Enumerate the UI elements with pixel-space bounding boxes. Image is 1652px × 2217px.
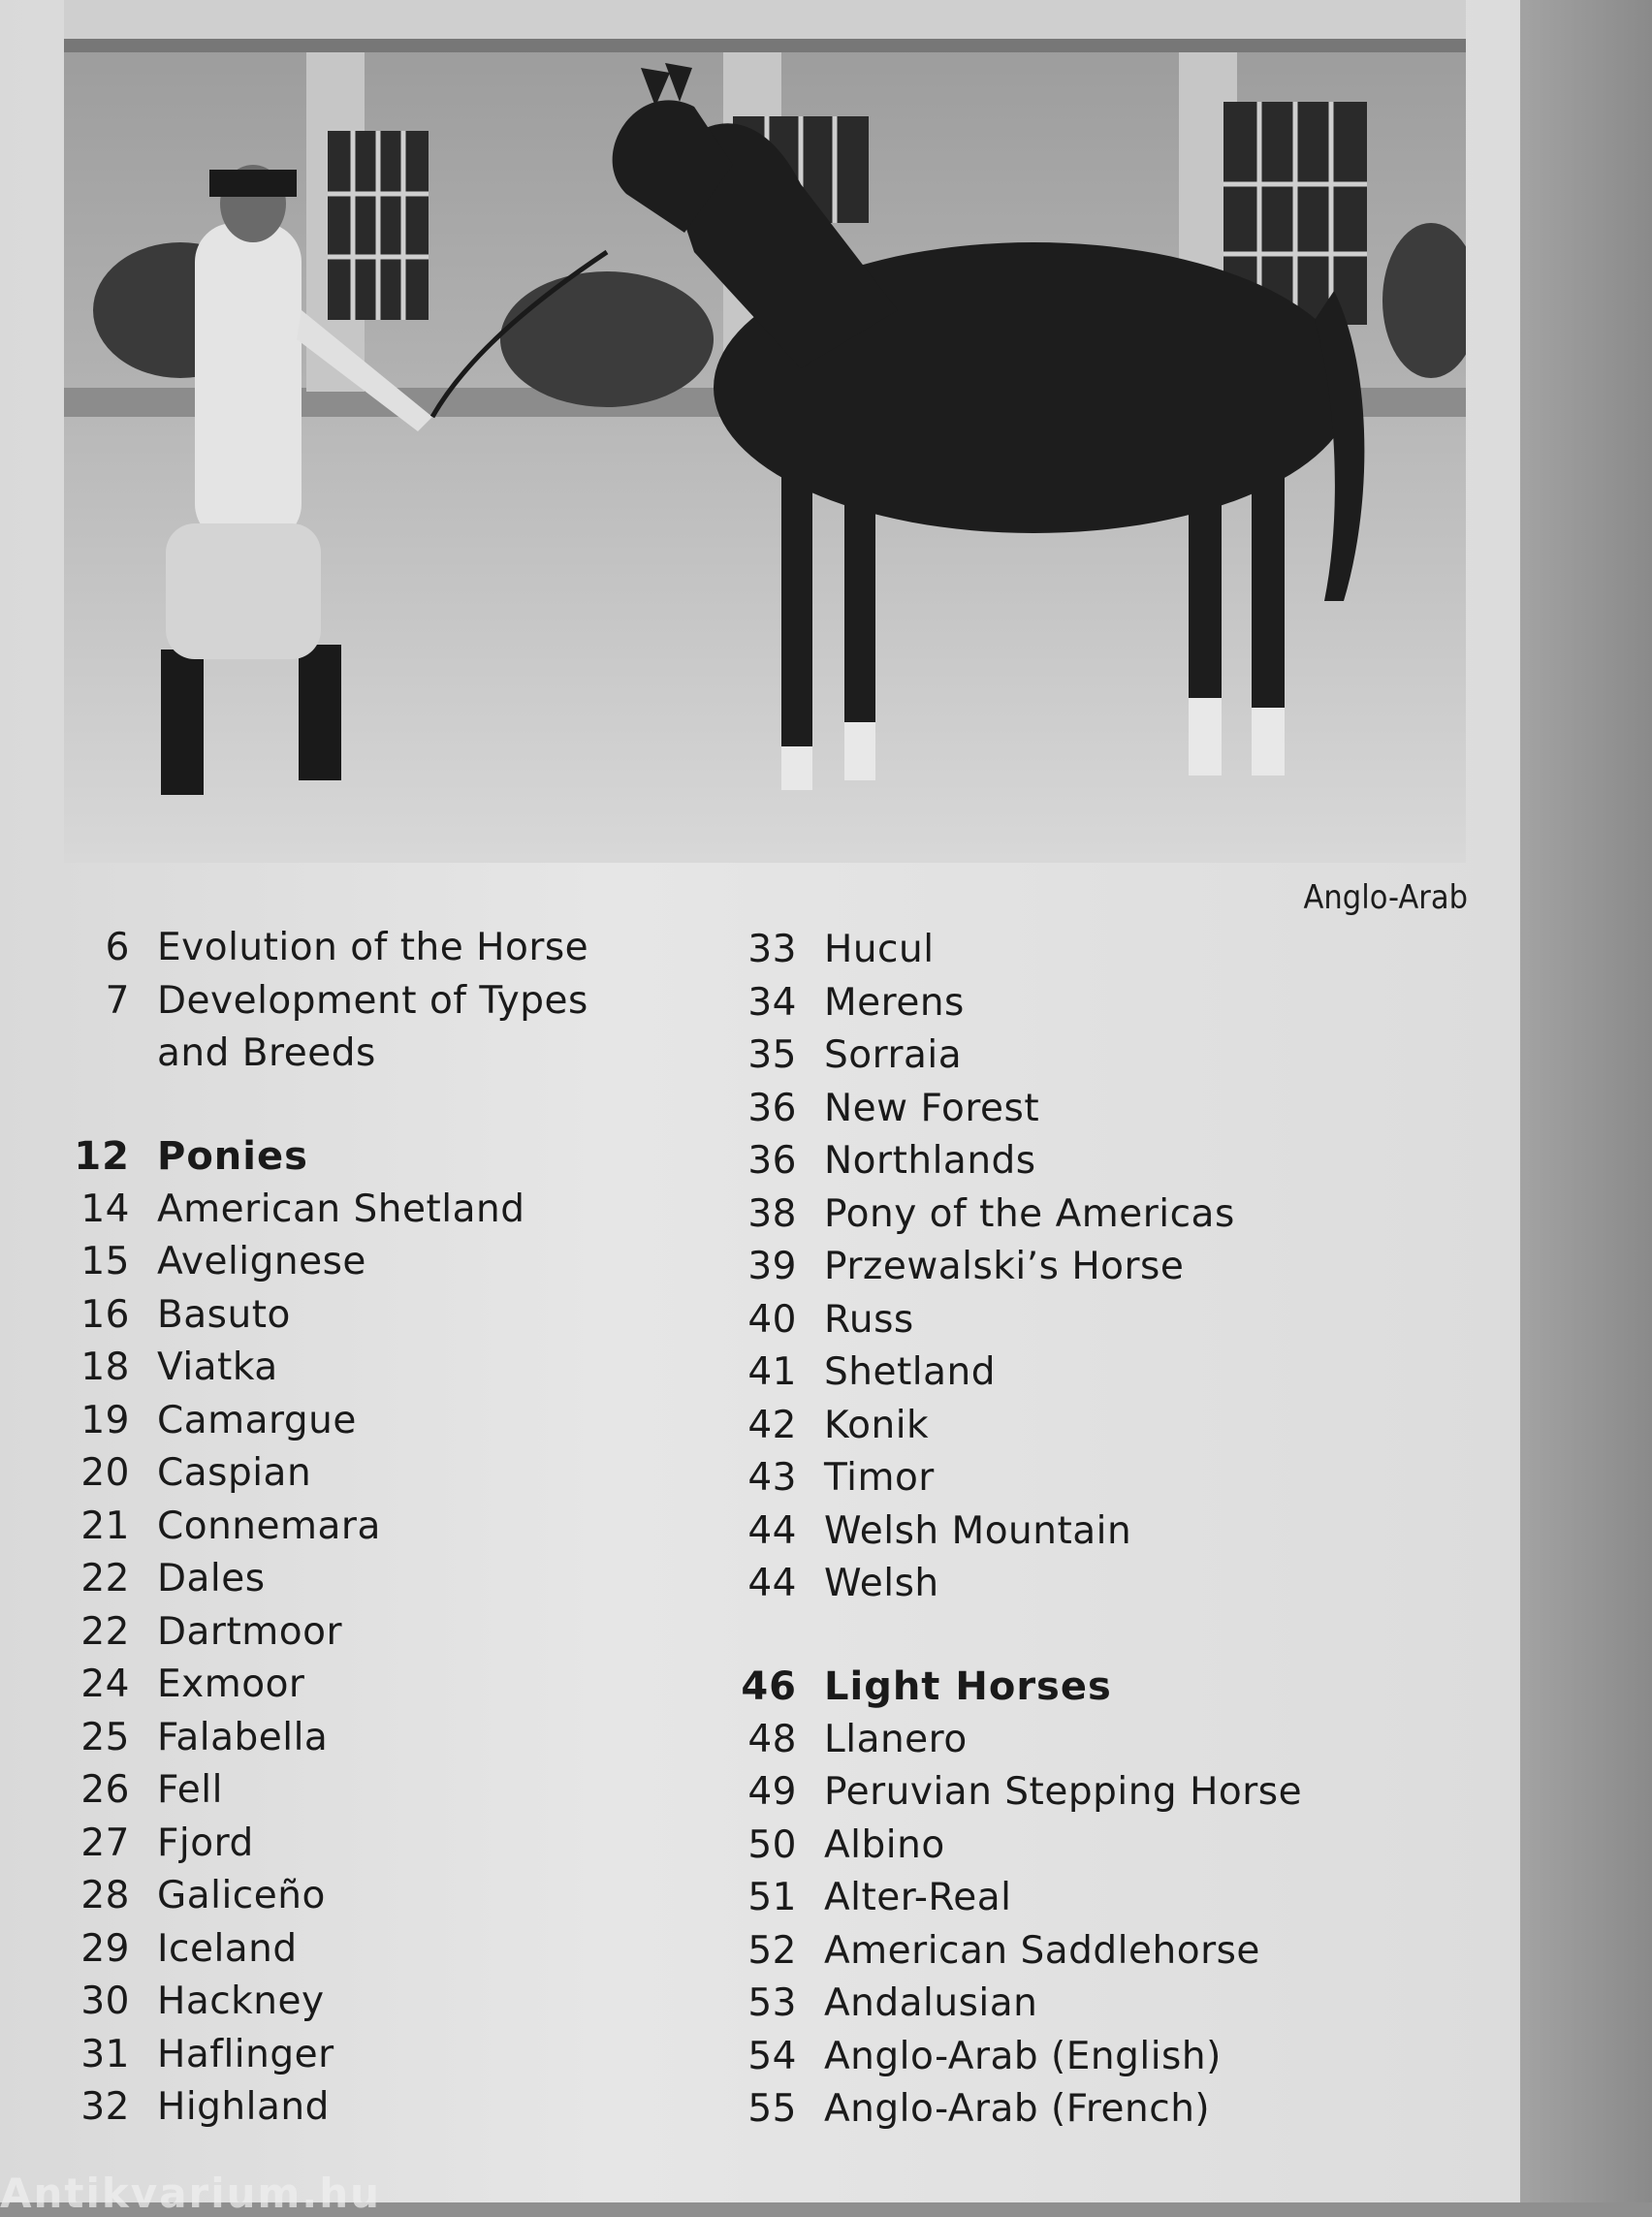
entry-title: Galiceño [157,1874,326,1917]
entry-title: Haflinger [157,2033,334,2076]
page-number: 33 [747,928,797,971]
entry-title: Avelignese [157,1240,366,1283]
photo-caption: Anglo-Arab [1303,878,1468,917]
page-number: 48 [747,1718,797,1761]
entry-title: Viatka [157,1346,278,1389]
page-number: 21 [80,1504,130,1548]
entry-title: Evolution of the Horse [157,926,589,969]
page-number: 38 [747,1192,797,1236]
page-number: 16 [80,1293,130,1337]
page-number: 35 [747,1033,797,1077]
entry-title: Camargue [157,1399,357,1442]
entry-title: Peruvian Stepping Horse [824,1770,1303,1814]
entry-title: Dales [157,1557,266,1600]
page-number: 28 [80,1874,130,1917]
entry-title: Hucul [824,928,935,971]
horse-photo [64,0,1466,863]
page-number: 26 [80,1768,130,1812]
page-number: 25 [80,1716,130,1759]
entry-title: Shetland [824,1350,996,1394]
entry-title: Basuto [157,1293,291,1337]
page-number: 49 [747,1770,797,1814]
entry-title: and Breeds [157,1031,376,1075]
page-number: 36 [747,1139,797,1183]
entry-title: Pony of the Americas [824,1192,1235,1236]
entry-title: Sorraia [824,1033,963,1077]
page-number: 22 [80,1610,130,1654]
page-number: 14 [80,1188,130,1231]
page-edge [1520,0,1652,2202]
page-number: 54 [747,2035,797,2078]
page-number: 7 [105,979,130,1023]
page-number: 41 [747,1350,797,1394]
page-number: 20 [80,1451,130,1495]
entry-title: Dartmoor [157,1610,343,1654]
page-number: 36 [747,1087,797,1130]
page-number: 32 [80,2085,130,2129]
entry-title: Development of Types [157,979,588,1023]
page-number: 6 [105,926,130,969]
page-number: 42 [747,1404,797,1447]
page-number: 39 [747,1245,797,1288]
entry-title: New Forest [824,1087,1040,1130]
page-number: 29 [80,1927,130,1971]
entry-title: Timor [824,1456,935,1500]
entry-title: Anglo-Arab (English) [824,2035,1222,2078]
page-number: 51 [747,1876,797,1919]
page-number: 43 [747,1456,797,1500]
entry-title: Caspian [157,1451,312,1495]
page-number: 15 [80,1240,130,1283]
entry-title: Light Horses [824,1664,1112,1709]
page-number: 19 [80,1399,130,1442]
entry-title: American Saddlehorse [824,1929,1260,1973]
page-number: 31 [80,2033,130,2076]
entry-title: Przewalski’s Horse [824,1245,1185,1288]
entry-title: Iceland [157,1927,298,1971]
page-number: 44 [747,1509,797,1553]
page-number: 12 [74,1134,130,1179]
page-number: 50 [747,1823,797,1867]
entry-title: Llanero [824,1718,968,1761]
entry-title: Highland [157,2085,330,2129]
page-number: 55 [747,2087,797,2131]
entry-title: Alter-Real [824,1876,1012,1919]
entry-title: Welsh [824,1562,939,1605]
entry-title: Merens [824,981,965,1025]
entry-title: Northlands [824,1139,1036,1183]
page-number: 34 [747,981,797,1025]
page-number: 27 [80,1821,130,1865]
watermark: Antikvarium.hu [0,2169,382,2217]
page-number: 22 [80,1557,130,1600]
page-number: 53 [747,1981,797,2025]
entry-title: Albino [824,1823,945,1867]
entry-title: Connemara [157,1504,381,1548]
entry-title: Exmoor [157,1663,305,1706]
entry-title: Welsh Mountain [824,1509,1132,1553]
entry-title: Andalusian [824,1981,1038,2025]
entry-title: Fell [157,1768,223,1812]
page-number: 44 [747,1562,797,1605]
page-number: 40 [747,1298,797,1342]
entry-title: Russ [824,1298,914,1342]
page-number: 18 [80,1346,130,1389]
page-number: 30 [80,1979,130,2023]
entry-title: Falabella [157,1716,329,1759]
entry-title: Konik [824,1404,930,1447]
page-number: 46 [741,1664,797,1709]
page-number: 24 [80,1663,130,1706]
entry-title: Fjord [157,1821,254,1865]
page-number: 52 [747,1929,797,1973]
horse-photo-icon [64,0,1466,863]
entry-title: Hackney [157,1979,325,2023]
entry-title: Anglo-Arab (French) [824,2087,1211,2131]
entry-title: Ponies [157,1134,308,1179]
entry-title: American Shetland [157,1188,525,1231]
